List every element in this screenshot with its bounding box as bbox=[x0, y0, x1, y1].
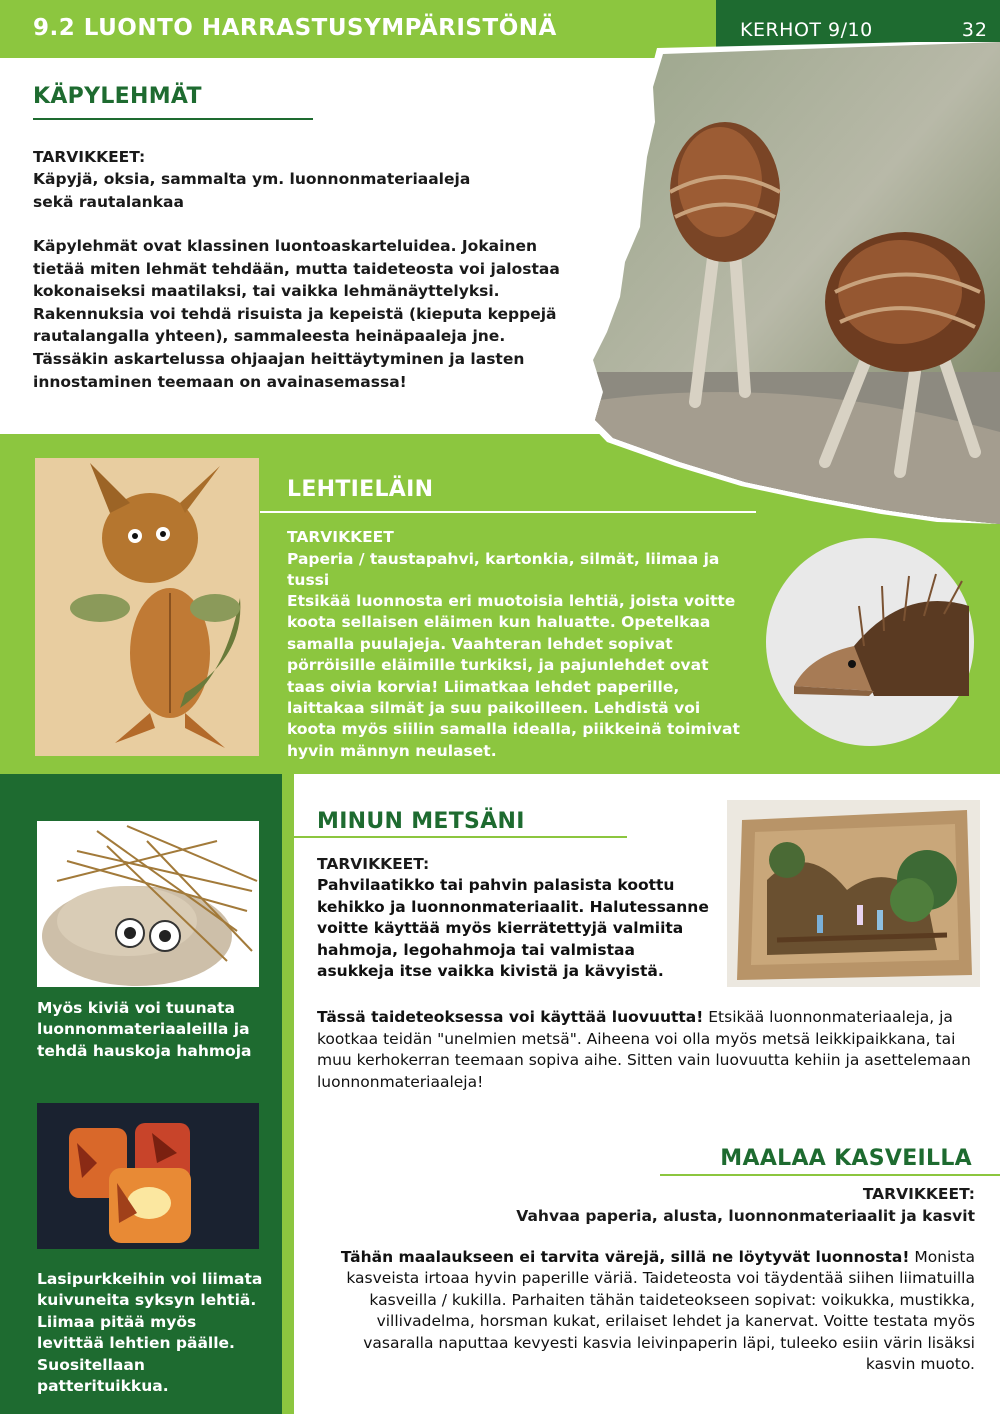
minun-metsani-title: MINUN METSÄNI bbox=[317, 809, 525, 834]
maalaa-kasveilla-title: MAALAA KASVEILLA bbox=[720, 1146, 972, 1171]
kapylehmat-title-rule bbox=[33, 118, 313, 120]
lehtielain-title-rule bbox=[260, 511, 756, 513]
lehtielain-title: LEHTIELÄIN bbox=[287, 477, 434, 502]
minun-metsani-description bbox=[317, 1007, 977, 1093]
stone-figure-photo bbox=[37, 821, 259, 987]
kapylehmat-materials: Käpyjä, oksia, sammalta ym. luonnonmateriaaleja sekä rautalankaa bbox=[33, 170, 471, 211]
chapter-title: 9.2 LUONTO HARRASTUSYMPÄRISTÖNÄ bbox=[33, 15, 557, 41]
maalaa-kasveilla-description-lead: Tähän maalaukseen ei tarvita värejä, sillä ne löytyvät luonnosta! bbox=[340, 1248, 910, 1266]
kapylehmat-description: Käpylehmät ovat klassinen luontoaskarteluidea. Jokainen tietää miten lehmät tehdään, mutta taideteosta voi jalostaa kokonaiseksi maatilaksi, tai vaikka lehmänäyttelyksi. Rakennuksia voi tehdä risuista ja kepeistä (kieputa keppejä rautalangalla yhteen), sammaleesta heinäpaaleja jne. Tässäkin askartelussa ohjaajan heittäytyminen ja lasten innostaminen teemaan on avainasemassa! bbox=[33, 237, 560, 391]
minun-metsani-description-lead: Tässä taideteoksessa voi käyttää luovuutta! bbox=[317, 1008, 704, 1026]
jar-caption: Lasipurkkeihin voi liimata kuivuneita syksyn lehtiä. Liimaa pitää myös levittää lehtien päälle. Suositellaan patterituikkua. bbox=[37, 1270, 263, 1396]
minun-metsani-materials: Pahvilaatikko tai pahvin palasista koottu kehikko ja luonnonmateriaalit. Halutessanne voitte käyttää myös kierrätettyjä valmiita hahmoja, legohahmoja tai valmistaa asukkeja itse vaikka kivistä ja kävyistä. bbox=[317, 876, 709, 980]
minun-metsani-title-rule bbox=[292, 836, 627, 838]
kapylehmat-materials-label: TARVIKKEET: bbox=[33, 148, 146, 166]
forest-box-photo bbox=[727, 800, 980, 987]
maalaa-kasveilla-materials: Vahvaa paperia, alusta, luonnonmateriaalit ja kasvit bbox=[516, 1207, 975, 1225]
lehtielain-materials-label: TARVIKKEET bbox=[287, 528, 394, 546]
lehtielain-description: Etsikää luonnosta eri muotoisia lehtiä, joista voitte koota sellaisen eläimen kun haluatte. Opetelkaa samalla puulajeja. Vaahteran lehdet sopivat pörröisille eläimille turkiksi, ja pajunlehdet ovat taas oivia korvia! Liimatkaa lehdet paperille, laittakaa silmät ja suu paikoilleen. Lehdistä voi koota myös siilin samalla idealla, piikkeinä toimivat hyvin männyn neulaset. bbox=[287, 592, 740, 760]
sidebar-stripe bbox=[282, 774, 294, 1414]
maalaa-kasveilla-title-rule bbox=[660, 1174, 1000, 1176]
minun-metsani-description-body: Etsikää luonnonmateriaaleja, ja kootkaa teidän "unelmien metsä". Aiheena voi olla myös metsä leikkipaikkana, tai muu kerhokerran teemaan sopiva aihe. Sitten vain luovuutta kehiin ja asettelemaan luonnonmateriaaleja! bbox=[317, 1008, 971, 1091]
hedgehog-photo bbox=[764, 536, 976, 748]
leaf-animal-photo bbox=[35, 458, 259, 756]
pinecone-cows-photo bbox=[585, 42, 1000, 524]
page-number: 32 bbox=[961, 19, 988, 41]
series-label: KERHOT 9/10 bbox=[740, 19, 873, 41]
lehtielain-materials: Paperia / taustapahvi, kartonkia, silmät, liimaa ja tussi bbox=[287, 550, 720, 590]
maalaa-kasveilla-description-body: Monista kasveista irtoaa hyvin paperille väriä. Taideteosta voi täydentää siihen liimatuilla kasveilla / kukilla. Parhaiten tähän taideteokseen sopivat: voikukka, mustikka, villivadelma, horsman kukat, erilaiset lehdet ja kanervat. Voitte testata myös vasaralla naputtaa kevyesti kasvia leivinpaperin läpi, tuleeko esiin värin lisäksi kasvin muoto. bbox=[346, 1248, 975, 1374]
minun-metsani-materials-label: TARVIKKEET: bbox=[317, 855, 430, 873]
maalaa-kasveilla-description bbox=[315, 1247, 975, 1375]
maalaa-kasveilla-materials-label: TARVIKKEET: bbox=[862, 1185, 975, 1203]
kapylehmat-title: KÄPYLEHMÄT bbox=[33, 84, 202, 109]
leaf-jar-lanterns-photo bbox=[37, 1103, 259, 1249]
stone-caption: Myös kiviä voi tuunata luonnonmateriaaleilla ja tehdä hauskoja hahmoja bbox=[37, 999, 252, 1060]
